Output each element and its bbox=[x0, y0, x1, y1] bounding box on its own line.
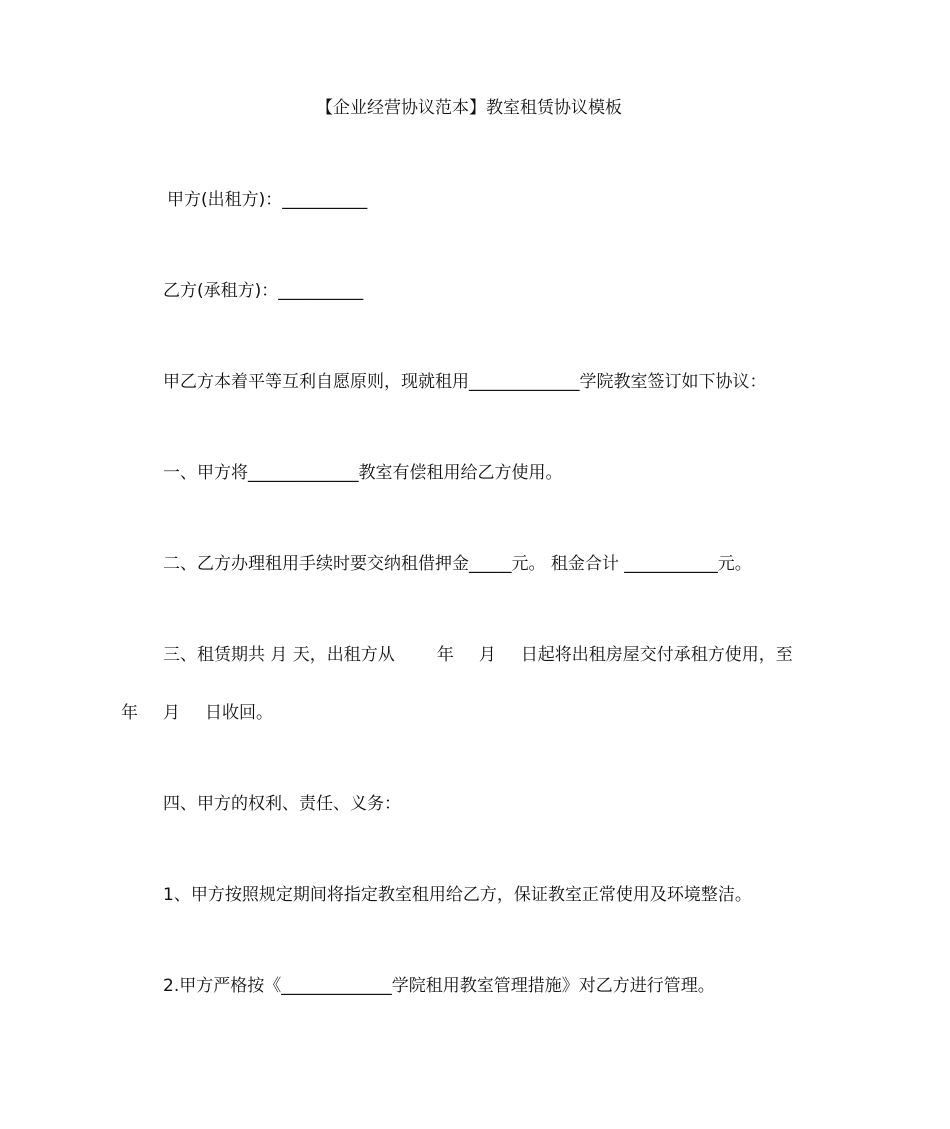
clause-3-line2-suffix: 日收回。 bbox=[205, 703, 273, 723]
clause-4-heading: 四、甲方的权利、责任、义务： bbox=[163, 794, 401, 814]
clause-3-month: 月 bbox=[478, 645, 496, 665]
intro-paragraph: 甲乙方本着平等互利自愿原则，现就租用_____________学院教室签订如下协议： bbox=[163, 372, 767, 392]
clause-3-year: 年 bbox=[436, 645, 454, 665]
clause-3-line2-year: 年 bbox=[121, 703, 138, 723]
clause-3-suffix: 日起将出租房屋交付承租方使用，至 bbox=[520, 645, 793, 665]
clause-3-line-1 bbox=[163, 647, 793, 664]
clause-3-line-2 bbox=[121, 705, 273, 722]
clause-4-item-2: 2.甲方严格按《_____________学院租用教室管理措施》对乙方进行管理。 bbox=[163, 976, 715, 996]
clause-3-prefix: 三、租赁期共 月 天，出租方从 bbox=[163, 645, 395, 665]
party-b-line: 乙方(承租方)：__________ bbox=[163, 281, 364, 301]
document-title: 【企业经营协议范本】教室租赁协议模板 bbox=[316, 98, 622, 118]
clause-2: 二、乙方办理租用手续时要交纳租借押金_____元。 租金合计 ___________元。 bbox=[163, 554, 752, 574]
party-a-line: 甲方(出租方)：__________ bbox=[167, 190, 368, 210]
clause-1: 一、甲方将_____________教室有偿租用给乙方使用。 bbox=[163, 463, 563, 483]
clause-4-item-1: 1、甲方按照规定期间将指定教室租用给乙方，保证教室正常使用及环境整洁。 bbox=[163, 885, 752, 905]
clause-3-line2-month: 月 bbox=[163, 703, 180, 723]
